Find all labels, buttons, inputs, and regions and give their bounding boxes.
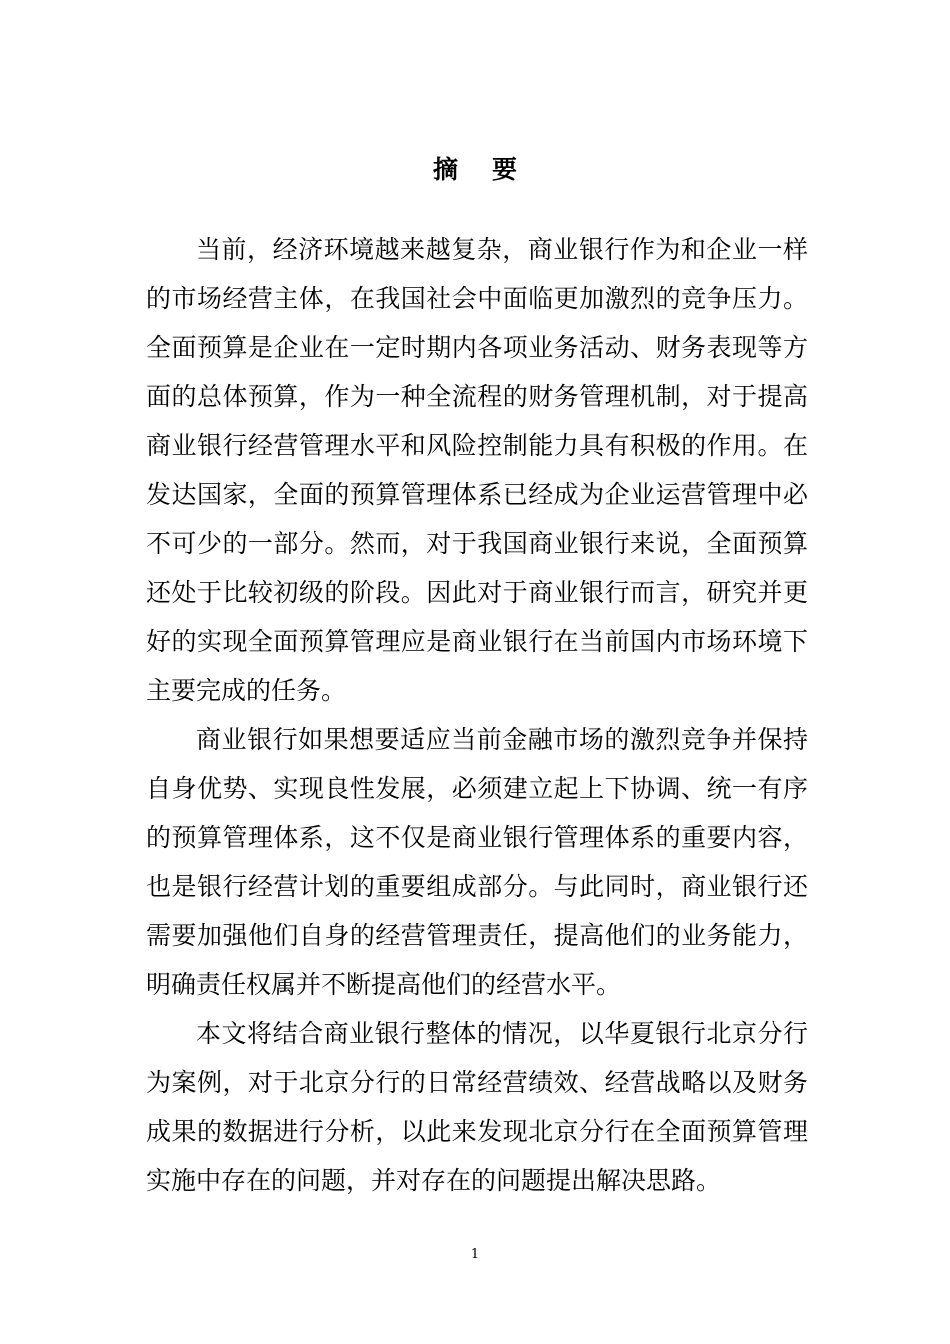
abstract-paragraph-1: 当前，经济环境越来越复杂，商业银行作为和企业一样的市场经营主体，在我国社会中面临更加激烈的竞争压力。全面预算是企业在一定时期内各项业务活动、财务表现等方面的总体预算，作为一种全流程的财务管理机制，对于提高商业银行经营管理水平和风险控制能力具有积极的作用。在发达国家，全面的预算管理体系已经成为企业运营管理中必不可少的一部分。然而，对于我国商业银行来说，全面预算还处于比较初级的阶段。因此对于商业银行而言，研究并更好的实现全面预算管理应是商业银行在当前国内市场环境下主要完成的任务。 [146, 235, 808, 705]
abstract-paragraph-2: 商业银行如果想要适应当前金融市场的激烈竞争并保持自身优势、实现良性发展，必须建立起上下协调、统一有序的预算管理体系，这不仅是商业银行管理体系的重要内容，也是银行经营计划的重要组成部分。与此同时，商业银行还需要加强他们自身的经营管理责任，提高他们的业务能力，明确责任权属并不断提高他们的经营水平。 [146, 725, 808, 999]
abstract-paragraph-3: 本文将结合商业银行整体的情况，以华夏银行北京分行为案例，对于北京分行的日常经营绩效、经营战略以及财务成果的数据进行分析，以此来发现北京分行在全面预算管理实施中存在的问题，并对存在的问题提出解决思路。 [146, 1019, 808, 1195]
page-title: 摘要 [432, 155, 551, 184]
abstract-body [146, 225, 808, 1205]
page-number: 1 [470, 1247, 480, 1262]
